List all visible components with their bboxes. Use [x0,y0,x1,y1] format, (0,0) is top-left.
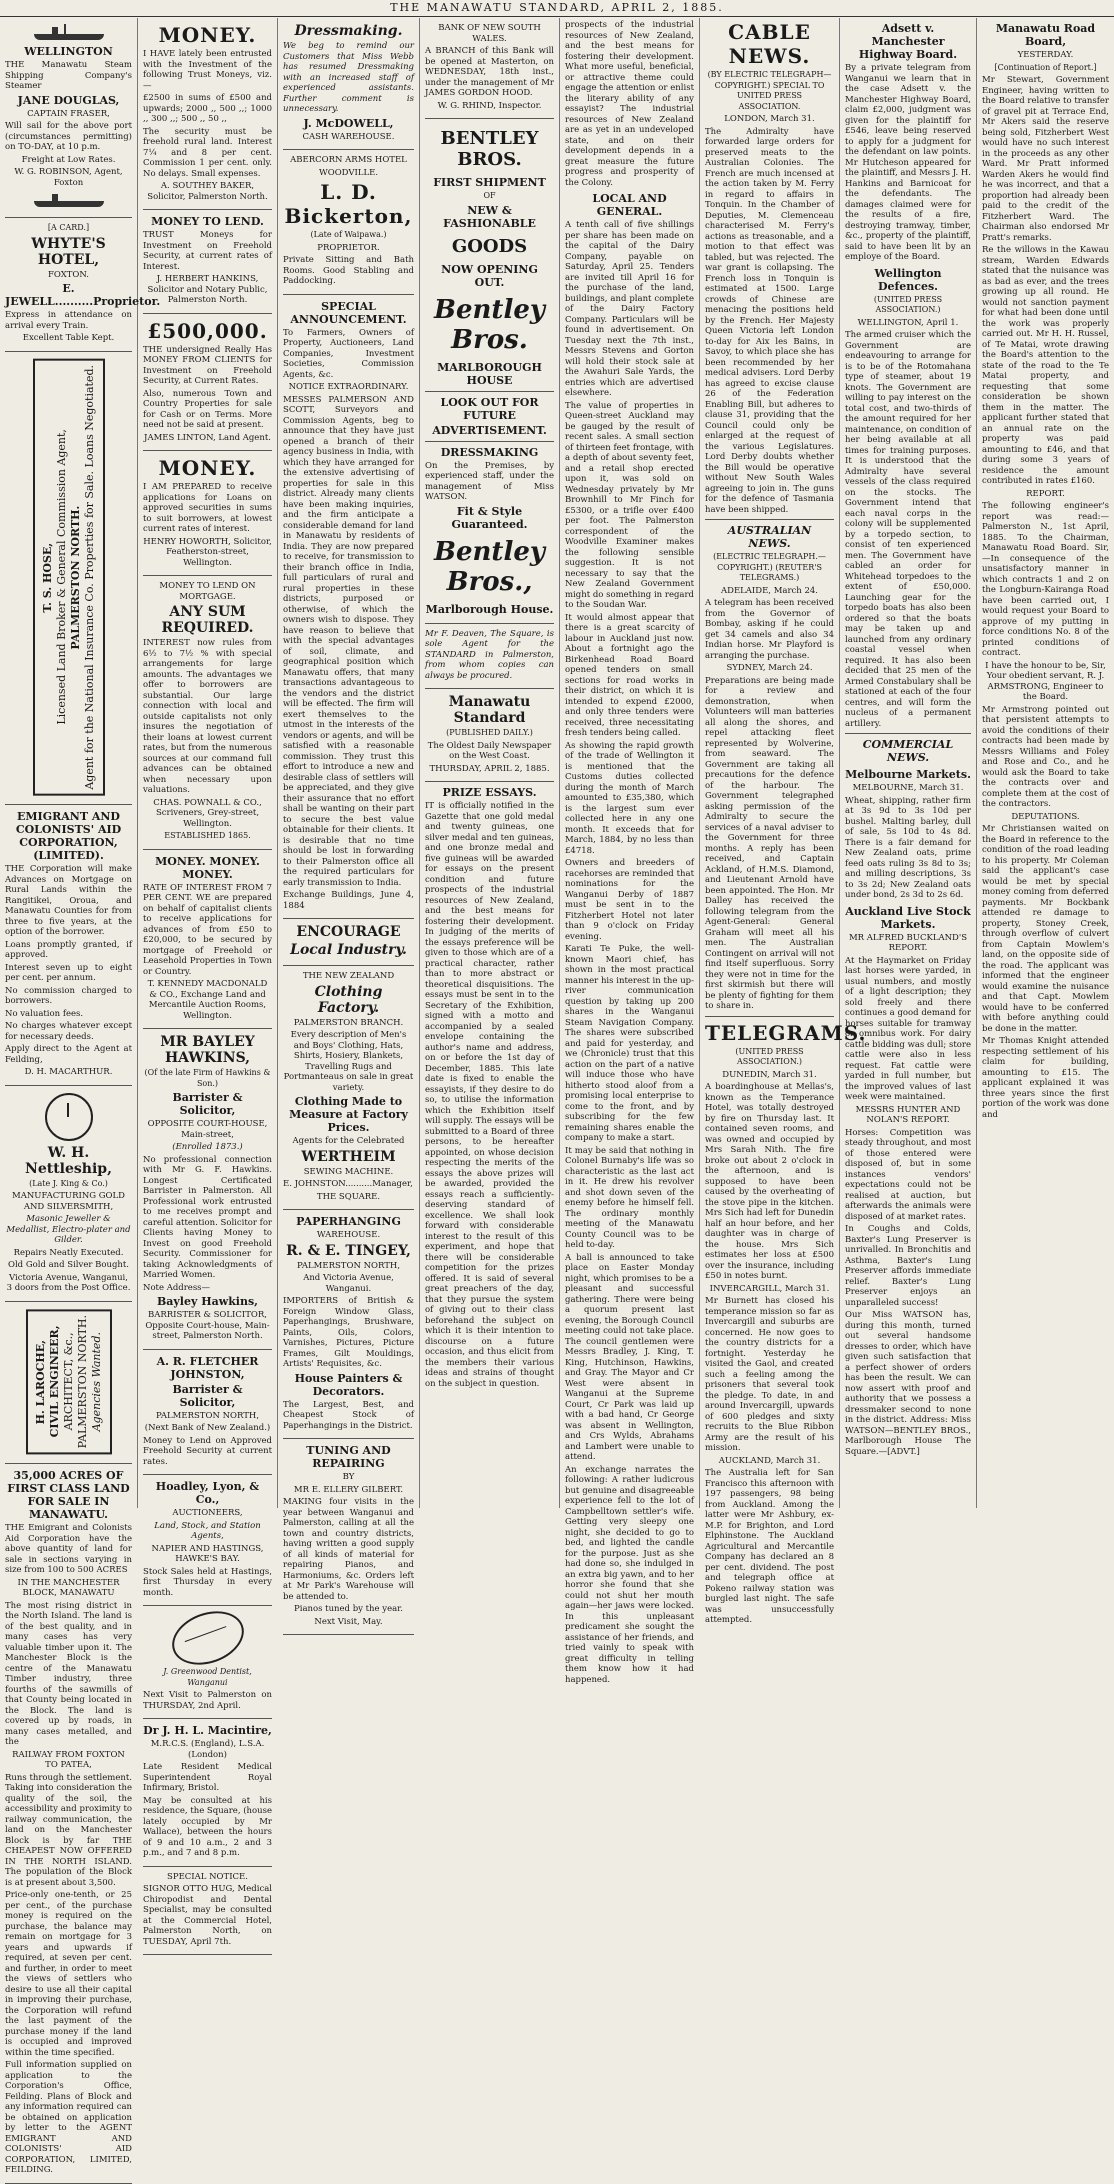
article-heading: COMMERCIAL NEWS. [862,738,954,764]
ad-heading: H. LAROCHE, [33,1339,47,1424]
ad-money-howorth [143,451,272,576]
ad-text: (Enrolled 1873.) [172,1142,243,1152]
dateline: AUCKLAND, March 31. [718,1455,821,1466]
ad-money-baker [143,18,272,210]
issue-date: THURSDAY, APRIL 2, 1885. [429,763,550,774]
dateline: WELLINGTON, April 1. [857,317,959,328]
ad-text: Express in attendance on arrival every Train. [5,310,132,331]
ad-subheading: IN THE MANCHESTER BLOCK, MANAWATU [17,1577,120,1599]
ad-text: May be consulted at his residence, the Square, (house lately occupied by Mr Wallace), between the hours of 9 and 10 a.m., 2 and 3 p.m., and 7 and 8 p.m. [143,1795,273,1858]
ad-text: CAPTAIN FRASER, [27,108,110,119]
ad-text: Pianos tuned by the year. [294,1604,403,1614]
article-text: Mr Armstrong pointed out that persistent attempts to avoid the conditions of their contracts had been made by Messrs Williams and Foley and Rose and Co., and he would ask the Board to take the contracts over and complete them at the cost of the contractors. [982,704,1109,809]
ad-subheading: Marlborough House. [425,602,554,616]
ad-subheading: Barrister & Solicitor, [172,1091,243,1117]
ad-text: SIGNOR OTTO HUG, Medical Chiropodist and Dental Specialist, may be consulted at the Commercial Hotel, Palmerston North, on TUESDAY, April 7th. [143,1884,272,1947]
article-text: It would almost appear that there is a great scarcity of labour in Auckland just now. About a fortnight ago the Birkenhead Road Board opened tenders on small sections for road works in their district, on which it is intended to expend £2000, and only three tenders were received, three necessitating fresh tenders being called. [565,612,694,738]
ad-text: CASH WAREHOUSE. [302,131,395,142]
ad-text: A. SOUTHEY BAKER, Solicitor, Palmerston North. [147,181,268,202]
ad-wellington-steamer [5,18,132,218]
article-text: The Australia left for San Francisco this afternoon with 197 passengers, 98 being from Auckland. Among the latter were Mr Ashbury, ex-M.P. for Brighton, and Lord Elphinstone. The Auckland Agricultural and Mercantile Company has declared an 8 per cent. dividend. The post and telegraph office at Pokeno railway station was burgled last night. The safe was unsuccessfully attempted. [705,1468,834,1625]
ad-subheading: SPECIAL NOTICE. [167,1871,248,1882]
article-text: By a private telegram from Wanganui we learn that in the case Adsett v. the Manchester Highway Board, claim £2,000, judgment was given for the plaintiff for £546, leave being reserved to apply for a judgment for the defendant on law points. Mr Hutcheson appeared for the plaintiff, and Messrs J. H. Hankins and Barnicoat for the defendants. The damages claimed were for the results of a fire, destroying tramway, timber, &c., property of the plaintiff, said to have been lit by an employe of the Board. [845,63,971,262]
agent-note [425,624,554,690]
ad-subheading: DRESSMAKING [440,445,539,459]
ad-text: TRUST Moneys for Investment on Freehold Security, at current rates of Interest. [143,230,272,272]
ad-text: ARCHITECT, &c., [61,1332,75,1431]
ad-special-notice [143,1867,272,1956]
ad-text: And Victoria Avenue, Wanganui. [303,1273,394,1294]
ad-text: Loans promptly granted, if approved. [5,939,132,961]
ad-text: SEWING MACHINE. [303,1166,394,1177]
ad-text: Private Sitting and Bath Rooms. Good Stabling and Paddocking. [283,255,414,286]
ad-text: Agent for the National Insurance Co. Properties for Sale. Loans Negotiated. [82,364,96,790]
ad-fletcher-johnston [143,1350,272,1476]
ad-text: D. H. MACARTHUR. [24,1067,113,1078]
ad-text: Masonic Jeweller & Medallist, Electro-plater and Gilder. [6,1214,131,1246]
ad-heading: 35,000 ACRES OF FIRST CLASS LAND FOR SALE IN MANAWATU. [7,1469,130,1522]
ad-text: PALMERSTON NORTH. [75,1314,89,1449]
article-heading: TELEGRAMS. [705,1020,867,1045]
ad-heading: WELLINGTON [24,45,113,58]
article-subheading: (UNITED PRESS ASSOCIATION.) [735,1046,804,1066]
ad-tingey [283,1210,414,1439]
article-text: A tenth call of five shillings per share has been made on the capital of the Dairy Company, payable on Saturday, April 25. Tenders are invited till April 16 for the purchase of the land, buildings, and plant complete of the Dairy Factory Company. Particulars will be found in advertisement. On Tuesday next the 7th inst., Messrs Stevens and Gorton will hold their stock sale at the Awahuri Sale Yards, the entries which are advertised elsewhere. [565,220,694,398]
ad-subheading: LOOK OUT FOR FUTURE [440,395,539,422]
article-text: A ball is announced to take place on Easter Monday night, which promises to be a pleasant and successful gathering. There were being a quorum present last evening, the Borough Council meeting could not take place. The council gentlemen were Messrs Bradley, J. King, T. King, Hutchinson, Hawkins, and Gray. The Mayor and Cr West were absent in Wanganui at the Supreme Court, Cr Park was laid up with a bad hand, Cr George was absent in Wellington, and Crs Wylds, Abrahams and Lambert were unable to attend. [565,1252,694,1462]
ad-heading: WHYTE'S HOTEL, [31,235,106,268]
ad-heading: MR BAYLEY HAWKINS, [160,1034,255,1066]
ad-text: ESTABLISHED 1865. [164,831,251,840]
article-text: Re the willows in the Kawau stream, Warden Edwards stated that the nuisance was as bad as ever, and the trees growing up all round. He would not sanction payment for what had been done until the work was properly carried out. Mr H. H. Russel, of Te Matai, wrote drawing the Board's attention to the state of the road to the Te Matai property, and requesting that some consideration be shown them in the matter. The applicant further stated that an annual rate on the property was paid amounting to £46, and that during some 3 years of residence the amount contributed in rates £160. [982,245,1109,486]
ad-heading: T. S. HOSE, [40,541,54,612]
ad-text: FOXTON. [47,269,89,280]
column-1 [0,18,161,2176]
article-subheading: DEPUTATIONS. [1011,811,1080,822]
column-8 [977,18,1114,1508]
ad-money-to-lend [143,210,272,314]
ad-text: J. Greenwood Dentist, Wanganui [163,1667,252,1687]
ad-subheading: House Painters & Decorators. [294,1371,403,1398]
ad-text: No commission charged to borrowers. [5,985,132,1007]
ad-text: Licensed Land Broker & General Commission Agent, [54,429,68,725]
article-heading: Manawatu Road Board, [995,22,1096,48]
ad-heading: Dr J. H. L. Macintire, [143,1724,272,1737]
ad-text: AUCTIONEERS, [172,1508,243,1518]
article-subheading: (ELECTRIC TELEGRAPH.—COPYRIGHT.) (REUTER'S TELEGRAMS.) [713,552,826,582]
article-text: A telegram has been received from the Governor of Bombay, asking if he could get 34 camels and also 34 Indian horse. Mr Playford is arranging the purchase. [705,598,834,661]
ad-text: Land, Stock, and Station Agents, [154,1520,261,1541]
ad-text: Agencies Wanted. [89,1331,103,1432]
ad-text: A BRANCH of this Bank will be opened at Masterton, on WEDNESDAY, 18th inst., under the management of Mr JAMES GORDON HOOD. [425,46,554,98]
column-7 [840,18,977,1508]
ad-hoadley-lyon [143,1475,272,1606]
ad-heading: MONEY. [158,23,257,47]
ad-text: MANUFACTURING GOLD AND SILVERSMITH, [12,1191,125,1212]
nameplate-title: Manawatu Standard [448,694,531,726]
ad-text: Stock Sales held at Hastings, first Thursday in every month. [143,1566,272,1598]
ad-text: PROPRIETOR. [317,242,380,253]
ad-500000 [143,314,272,452]
article-heading: Auckland Live Stock Markets. [845,904,971,931]
ad-subheading: Fit & Style Guaranteed. [451,504,528,531]
ad-text: The most rising district in the North Island. The land is of the best quality, and in many cases has very valuable timber upon it. The Manchester Block is the centre of the Manawatu Timber industry, three fourths of the sawmills of that County being located in the Block. The land is covered up by roads, in many cases metalled, and the [5,1600,132,1748]
column-6 [700,18,867,1625]
ad-subheading: Barrister & Solicitor, [172,1382,243,1409]
ad-text: (Next Bank of New Zealand.) [144,1423,271,1433]
paper-nameplate [425,689,554,782]
ad-heading: SPECIAL ANNOUNCEMENT. [290,299,407,326]
ad-text: Note Address— [143,1282,211,1293]
ad-subheading: FIRST SHIPMENT [433,176,546,189]
ad-heading: WERTHEIM [301,1148,396,1165]
ad-heading: MONEY. [158,456,257,480]
ad-text: Repairs Neatly Executed. [13,1247,124,1258]
ad-text: (Late of Waipawa.) [310,230,387,239]
ad-subheading: MONEY TO LEND ON MORTGAGE. [159,581,256,602]
ad-text: (PUBLISHED DAILY.) [446,728,533,737]
ad-heading: ENCOURAGE [296,924,401,940]
article-text: It may be said that nothing in Colonel Burnaby's life was so characteristic as the last act in it. He drew his revolver and shot down seven of the enemy before he himself fell. The ordinary monthly meeting of the Manawatu County Council was to be held to-day. [565,1145,694,1250]
ad-text: W. G. RHIND, Inspector. [437,100,542,111]
article-heading: LOCAL AND GENERAL. [592,192,667,218]
ad-heading: W. H. Nettleship, [25,1144,112,1177]
ad-text: PALMERSTON BRANCH. [293,1017,404,1028]
ad-text: (Late J. King & Co.) [29,1178,108,1188]
ad-text: THE SQUARE. [316,1191,381,1202]
column-4 [420,18,560,1508]
ad-land-for-sale [5,1464,132,2184]
ad-subheading: E. JEWELL..........Proprietor. [5,282,161,308]
ad-text: No charges whatever except for necessary deeds. [5,1021,132,1042]
pocket-watch-icon [45,1093,93,1141]
column-5 [560,18,700,1685]
ad-laroche [5,1302,132,1464]
ad-text: BARRISTER & SOLICITOR, Opposite Court-house, Main-street, Palmerston North. [145,1310,270,1341]
ad-text: [A CARD.] [47,223,90,232]
article-text: Wheat, shipping, rather firm at 3s 9d to 3s 10d per bushel. Malting barley, dull of sale, 5s 10d to 4s 8d. There is a fair demand for New Zealand oats, prime feed oats ruling 3s 8d to 3s; and milling descriptions, 3s to 3s 2d; New Zealand oats under bond, 2s 3d to 2s 6d. [845,795,971,900]
article-text: The armed cruiser which the Government are endeavouring to arrange for is to be of the Rotomahana type of steamer, about 19 knots. The Government are willing to pay interest on the total cost, and two-thirds of the amount required for her maintenance, on condition of her being available at all times for training purposes. It is understood that the Admiralty have several vessels of the class required on the stocks. The Government intend that each naval corps in the colony will be supplemented by a torpedo section, to consist of ten experienced men. The Government have cabled an order for Whitehead torpedoes to the extent of £50,000. Launching gear for the torpedo boats has also been ordered so that the boats may be taken up and launched from any ordinary coastal vessel when required. It has also been decided that 25 men of the Armed Constabulary shall be stationed at each of the four centres, and will form the nucleus of a permanent artillery. [845,330,971,729]
ad-macintire [143,1719,272,1867]
vertical-ad-box [26,1309,112,1454]
vertical-ad-box [33,359,105,796]
steamer-ship-icon [24,24,114,42]
ad-text: £2500 in sums of £500 and upwards; 2000 ,, 500 ,,; 1000 ,, 300 ,,; 500 ,, 50 ,, [143,93,272,124]
ad-text: MAKING four visits in the year between Wanganui and Palmerston, calling at all the town and country districts, having written a good supply of all kinds of material for repairing Pianos, and Harmoniums, &c. Orders left at Mr Park's Warehouse will be attended to. [283,1497,414,1602]
article-heading: AUSTRALIAN NEWS. [727,524,812,550]
ad-text: Interest seven up to eight per cent. per annum. [5,962,132,984]
dateline: YESTERDAY. [1017,50,1074,60]
ad-encourage [283,919,414,966]
article-subheading: (BY ELECTRIC TELEGRAPH—COPYRIGHT.) SPECIAL TO UNITED PRESS ASSOCIATION. [707,70,832,111]
dateline: ADELAIDE, March 24. [720,585,818,596]
ad-text: Apply direct to the Agent at Feilding, [5,1044,132,1065]
ad-text: Every description of Men's and Boys' Clothing, Hats, Shirts, Hosiery, Blankets, Travelling Rugs and Portmanteaus on sale in great variety. [283,1030,414,1093]
ad-bank-nsw [425,18,554,119]
ad-subheading: BANK OF NEW SOUTH WALES. [438,23,541,44]
ad-subheading: NOTICE EXTRAORDINARY. [288,382,409,392]
ad-whytes-hotel [5,218,161,352]
ad-heading: Hoadley, Lyon, & Co., [155,1480,260,1506]
article-heading: CABLE NEWS. [728,20,811,68]
ad-dressmaking [283,18,414,150]
article-text: A boardinghouse at Mellas's, known as the Temperance Hotel, was totally destroyed by fire on Thursday last. It contained seven rooms, and was owned and occupied by Mrs Sarah Nith. The fire broke out about 2 o'clock in the afternoon, and is supposed to have been caused by the overheating of the stove pipe in the kitchen. Mrs Sich had left for Dunedin half an hour before, and her daughter was in charge of the house. Mrs Sich estimates her loss at £500 over the insurance, including £50 in notes burnt. [705,1082,834,1281]
dentist-stamp-icon [164,1602,251,1674]
ad-emigrant-corporation [5,805,132,1086]
article-heading: PRIZE ESSAYS. [442,786,537,799]
ad-text: Price-only one-tenth, or 25 per cent., of the purchase money is required on the purchase, the balance may remain on mortgage for 3 years and upwards if required, at seven per cent. and further, in order to meet the views of settlers who desire to use all their capital in improving their purchase, the Corporation will refund the last payment of the purchase money if the land is occupied and improved within the time specified. [5,1890,132,2058]
ad-text: CHAS. POWNALL & CO., Scriveners, Grey-street, Wellington. [153,797,262,829]
ad-text: Victoria Avenue, Wanganui, 3 doors from the Post Office. [6,1272,131,1294]
ad-text: PALMERSTON NORTH, [155,1410,260,1421]
ad-heading: Bentley Bros. [434,294,545,355]
article-text: prospects of the industrial resources of New Zealand, and the best means for fostering their development. What more useful, beneficial, or attractive theme could engage the attention or enlist the literary ability of any essayist? The industrial resources of New Zealand are as yet in an undeveloped state, and on their development depends in a great measure the future progress and prosperity of the Colony. [565,20,694,188]
dateline: LONDON, March 31. [724,114,815,124]
article-prize-essays [425,786,554,1389]
ad-text: W. G. ROBINSON, Agent, Foxton [14,167,123,188]
ad-text: MESSES PALMERSON AND SCOTT, Surveyors and Commission Agents, beg to announce that they have just opened a branch of their agency business in India, with which they have arranged for the extensive advertising of properties for sale in this district. Already many clients have been making inquiries, and the firm anticipate a considerable demand for land in Manawatu by residents of India. They are now prepared to receive, for transmission to their branch office in India, full particulars of rural and rural properties in these districts, purposed or otherwise, of which the owners wish to dispose. They have reason to believe that with the special advantages of soil, climate, and geographical position which Manawatu offers, that many transactions advantageous to the vendors and the district will be effected. The firm will exert themselves to the utmost in the interests of the vendors or agents, and will be satisfied with a reasonable commission. They trust this effort to introduce a new and desirable class of settlers will be appreciated, and they give their assurance that no effort shall be wanting on their part to secure the best value obtainable for their clients. It is desirable that no time should be lost in forwarding to their Palmerston office all the required particulars for early transmission to India. [283,394,414,888]
dateline: MELBOURNE, March 31. [852,783,964,793]
ad-text: We beg to remind our Customers that Miss Webb has resumed Dressmaking with an increased staff of experienced assistants. Further comment is unnecessary. [283,41,414,114]
article-text: Mr Burnett has closed his temperance mission so far as Invercargill and suburbs are concerned. He now goes to the country districts for a fortnight. Yesterday he visited the Gaol, and created such a feeling among the prisoners that several took the pledge. To date, in and around Invercargill, upwards of 600 pledges and sixty recruits to the Blue Ribbon Army are the result of his mission. [705,1296,834,1453]
ad-text: PALMERSTON NORTH. [68,504,82,649]
ad-subheading: JANE DOUGLAS, [17,93,120,107]
ad-text: Next Visit, May. [314,1616,383,1627]
ad-text: No valuation fees. [5,1008,84,1019]
ad-any-sum [143,576,272,850]
ad-text: WOODVILLE. [318,167,379,178]
ad-heading: BENTLEY BROS. [440,128,539,170]
ad-text: I HAVE lately been entrusted with the Investment of the following Trust Moneys, viz.— [143,49,272,91]
ad-text: T. KENNEDY MACDONALD & CO., Exchange Land and Mercantile Auction Rooms, Wellington. [147,979,268,1021]
ad-text: BY [342,1472,355,1482]
ad-piano-tuning [283,1439,414,1635]
ad-text: Also, numerous Town and Country Properties for sale for Cash or on Terms. More need not be said at present. [143,388,272,430]
ad-text: To Farmers, Owners of Property, Auctioneers, Land Companies, Investment Societies, Commission Agents, &c. [283,327,414,380]
ad-text: Money to Lend on Approved Freehold Security at current rates. [143,1435,272,1467]
dateline: SYDNEY, March 24. [726,663,813,673]
column-3 [278,18,420,1627]
article-text: In Coughs and Colds, Baxter's Lung Preserver is unrivalled. In Bronchitis and Asthma, Baxter's Lung Preserver affords immediate relief. Baxter's Lung Preserver enjoys an unparalleled success! [845,1224,971,1308]
article-text: IT is officially notified in the Gazette that one gold medal and twenty guineas, one silver medal and ten guineas, and one bronze medal and five guineas will be awarded for essays on the present condition and future prospects of the industrial resources of New Zealand, and the best means for fostering their development. In judging of the merits of the essays preference will be given to those which are of a practical character, rather than to more abstract or theoretical disquisitions. The essays must be sent in to the Secretary of the Exhibition, signed with a motto and accompanied by a sealed envelope containing the author's name and address, on or before the 1st day of December, 1885. This late date is fixed to enable the essayists, if they desire to do so, to utilise the information which the Exhibition itself will supply. The essays will be submitted to a Board of three persons, to be hereafter appointed, on whose decision respecting the merits of the essays the above prizes will be awarded, provided the essays reach a sufficiently-deserving standard of excellence. We shall look forward with considerable interest to the result of this experiment, and hope that there will be considerable competition for the prizes offered. It is said of several great preachers of the day, that they pursue the system of giving out to their class beforehand the subject on which it is their intention to discourse on a future occasion, and thus elicit from the members their various ideas and strains of thought on the subject in question. [425,801,554,1389]
ad-bayley-hawkins [143,1029,272,1350]
ad-heading: GOODS [451,235,528,257]
article-text: The value of properties in Queen-street Auckland may be gauged by the result of recent sales. A small section of thirteen feet frontage, with a depth of about seventy feet, and a retail shop erected upon it, was sold on Wednesday privately by Mr Brownhill to Mr Finch for £5300, or a trifle over £400 per foot. The Palmerston correspondent of the Woodville Examiner makes the following sensible suggestion. It is not necessary to say that the New Zealand Government might do something in regard to the Soudan War. [565,400,694,610]
ad-text: No professional connection with Mr G. F. Hawkins. Longest Certificated Barrister in Palmerston. All Professional work entrusted to me receives prompt and careful attention. Solicitor for Clients having Money to Invest on good Freehold Security. Commissioner for taking Acknowledgments of Married Women. [143,1154,272,1280]
column-2 [138,18,278,1947]
ad-text: Exchange Buildings, June 4, 1884 [283,890,414,911]
ad-subheading: NOW OPENING OUT. [441,262,538,289]
ad-heading: R. & E. TINGEY, [286,1242,411,1259]
ad-text: Late Resident Medical Superintendent Royal Infirmary, Bristol. [143,1762,272,1793]
ad-text: The Largest, Best, and Cheapest Stock of Paperhangings in the District. [283,1399,414,1431]
ad-text: THE Emigrant and Colonists Aid Corporation have the above quantity of land for sale in sections varying in size from 100 to 500 ACRES [5,1523,132,1576]
article-heading: Adsett v. Manchester Highway Board. [858,22,958,61]
article-text: Mr Stewart, Government Engineer, having written to the Board relative to transfer of gravel pit at Terrace End, Mr Akers said the reserve being sold, Fitzherbert West would have no such interest in the proceeds as any other Ward. Mr Pratt informed Warden Akers he would find he was incorrect, and that a proportion had already been paid to the credit of the Fitzherbert Ward. The Chairman also endorsed Mr Pratt's remarks. [982,75,1109,243]
ad-heading: ANY SUM REQUIRED. [161,604,254,636]
article-text: Mr Thomas Knight attended respecting settlement of his claim for building, amounting to £15. The applicant explained it was three years since the first portion of the work was done and [982,1036,1109,1120]
article-text: As showing the rapid growth of the trade of Wellington it is mentioned that the Customs duties collected during the month of March amounted to £35,380, which is the largest sum ever collected here in any one month. It exceeds that for March, 1884, by no less than £4718. [565,740,694,856]
ad-text: The Oldest Daily Newspaper on the West Coast. [427,740,552,761]
article-subheading: (UNITED PRESS ASSOCIATION.) [873,294,943,314]
ad-text: JAMES LINTON, Land Agent. [144,432,271,443]
ad-text: Excellent Table Kept. [22,333,115,343]
ad-special-announcement [283,295,414,920]
ad-subheading: THE NEW ZEALAND [302,971,395,981]
ad-text: (Of the late Firm of Hawkins & Son.) [144,1068,271,1088]
article-text: The following engineer's report was read:— Palmerston N., 1st April, 1885. To the Chairman, Manawatu Road Board. Sir,—In consequence of the unsatisfactory manner in which contracts 1 and 2 on the Longburn-Kairanga Road have been carried out, I would request your Board to approve of my putting in force conditions No. 8 of the printed conditions of contract. [982,501,1109,658]
ad-text: THE Corporation will make Advances on Mortgage on Rural Lands within the Rangitikei, Oroua, and Manawatu Counties for from three to five years, at the option of the borrower. [5,864,132,938]
article-subheading: [Continuation of Report.] [994,62,1097,72]
ad-text: The security must be freehold rural land. Interest 7¼ and 8 per cent. Commission 1 per cent. only. No delays. Small expenses. [143,126,272,179]
ad-text: OPPOSITE COURT-HOUSE, Main-street, [147,1119,268,1140]
ad-subheading: J. McDOWELL, [303,116,394,130]
ad-money-money [143,850,272,1030]
dateline: INVERCARGILL, March 31. [709,1283,830,1294]
ad-text: THE undersigned Really Has MONEY FROM CLIENTS for Investment on Freehold Security, at Current Rates. [143,344,272,386]
ad-hose-land-broker [5,352,132,806]
ad-text: IMPORTERS of British & Foreign Window Glass, Paperhangings, Brushware, Paints, Oils, Colors, Varnishes, Pictures, Picture Frames, Gilt Mouldings, Artists' Requisites, &c. [283,1296,414,1369]
ad-greenwood-dentist [143,1606,272,1719]
ad-text: NAPIER AND HASTINGS, HAWKE'S BAY. [151,1543,264,1564]
masthead-title: THE MANAWATU STANDARD, APRIL 2, 1885. [390,1,724,14]
ad-heading: MONEY. MONEY. MONEY. [155,854,260,881]
ad-text: I AM PREPARED to receive applications for Loans on approved securities in sums to suit borrowers, at lowest current rates of interest. [143,482,272,534]
article-subheading: MESSRS HUNTER AND NOLAN'S REPORT. [855,1104,961,1125]
ad-heading: EMIGRANT AND COLONISTS' AID CORPORATION, (LIMITED). [15,810,122,863]
article-text: At the Haymarket on Friday last horses were yarded, in usual numbers, and mostly of a light description; they sold freely and there continues a good demand for horses suitable for tramway or omnibus work. For dairy cattle bidding was dull; store cattle were also in less request. Fat cattle were yarded in full number, but the improved values of last week were maintained. [845,955,971,1102]
ad-text: E. JOHNSTON..........Manager, [283,1179,413,1189]
ad-text: On the Premises, by experienced staff, under the management of Miss WATSON. [425,460,554,502]
ad-text: Runs through the settlement. Taking into consideration the quality of the soil, the accessibility and proximity to railway communication, the land on the Manchester Block is by far THE CHEAPEST NOW OFFERED IN THE NORTH ISLAND. The population of the Block is at present about 3,500. [5,1772,132,1888]
ad-text: Next Visit to Palmerston on THURSDAY, 2nd April. [143,1690,272,1711]
ad-nettleship [5,1086,132,1302]
ad-text: Will sail for the above port (circumstances permitting) on TO-DAY, at 10 p.m. [5,121,132,152]
ad-text: RATE OF INTEREST FROM 7 PER CENT. WE are prepared on behalf of capitalist clients to receive applications for advances of from £50 to £20,000, to be secured by mortgage of Freehold or Leasehold Properties in Town or Country. [143,882,272,977]
ad-heading: A. R. FLETCHER JOHNSTON, [156,1354,259,1381]
ad-text: Agents for the Celebrated [292,1136,405,1146]
article-text: Owners and breeders of racehorses are reminded that nominations for the Wanganui Derby of 1887 must be sent in to the Fitzherbert Hotel not later than 9 o'clock on Friday evening. [565,858,694,942]
ad-clothing-factory [283,966,414,1210]
ad-heading: Local Industry. [290,942,407,958]
ad-heading: PAPERHANGING [296,1215,401,1228]
masthead [0,0,1114,17]
article-subheading: REPORT. [1026,488,1065,499]
ad-subheading: MARLBOROUGH HOUSE [437,360,542,387]
ad-text: INTEREST now rules from 6½ to 7½ % with special arrangements for large amounts. The advantages we offer to borrowers are substantial. Our large connection with local and outside capitalists not only insures the negotiation of their loans at lowest current rates, but from the numerous sources at our command full advances can be obtained when necessary upon valuations. [143,638,272,795]
article-text: The Admiralty have forwarded large orders for preserved meats to the Australian Colonies. The French are much incensed at the action taken by M. Ferry in regard to affairs in Tonquin. In the Chamber of Deputies, M. Clemenceau characterised M. Ferry's actions as treasonable, and a motion to that effect was tabled, but was rejected. The war grant is collapsing. The French loss in Tonquin is estimated at 1500. Large crowds of Chinese are menacing the positions held by the French. Her Majesty Queen Victoria left London to-day for Aix les Bains, in Savoy, to which place she has been recommended by her medical advisers. Lord Derby has agreed to excise clause 26 of the Federation Enabling Bill, but adheres to clause 31, providing that the Council could only be enlarged at the request of the various Legislatures. Lord Derby doubts whether the Bill would be operative without New South Wales agreeing to join in. The guns for the defence of Tasmania have been shipped. [705,126,834,515]
ad-text: WAREHOUSE. [316,1230,381,1240]
ad-text: Old Gold and Silver Bought. [7,1260,129,1271]
ad-abercorn-hotel [283,150,414,295]
article-text: Our Miss WATSON has, during this month, turned out several handsome dresses to order, which have given such satisfaction that a perfect shower of orders has been the result. We can now assert with proof and authority that we possess a dressmaker second to none in the district. Address: Miss WATSON—BENTLEY BROS., Marlborough House The Square.—[ADVT.] [845,1310,971,1457]
ad-subheading: ADVERTISEMENT. [432,423,547,437]
ad-subheading: NEW & FASHIONABLE [443,203,536,230]
dateline: DUNEDIN, March 31. [722,1069,817,1080]
ad-text: Freight at Low Rates. [21,154,116,165]
ad-text: HENRY HOWORTH, Solicitor, Featherston-street, Wellington. [143,536,272,568]
ad-heading: £500,000. [147,318,268,343]
ad-heading: L. D. Bickerton, [284,180,413,228]
article-heading: Melbourne Markets. [845,768,971,781]
ad-text: THE Manawatu Steam Shipping Company's Steamer [5,60,132,91]
ad-text: PALMERSTON NORTH, [296,1260,401,1271]
article-text: Preparations are being made for a review and demonstration, when Volunteers will man batteries all along the shores, and repel attacking fleet represented by Wolverine, from seaward. The Government are taking all precautions for the defence of the harbour. The Government telegraphed asking permission of the Admiralty to secure the services of a naval adviser to the Government for three months. A reply has been received, and Captain Ackland, of H.M.S. Diamond, and Lieutenant Arnold have been appointed. The Hon. Mr Dalley has received the following telegram from the Agent-General: General Graham will meet all his men. The Australian Contingent on arrival will not find itself superfluous. Sorry they were not in time for the first skirmish but there will be plenty of fighting for them to share in. [705,675,834,1011]
ad-text: CIVIL ENGINEER, [47,1325,61,1438]
article-heading: Wellington Defences. [874,266,942,293]
ad-heading: Bentley Bros., [434,536,545,597]
article-text: I have the honour to be, Sir, Your obedient servant, R. J. ARMSTRONG, Engineer to the Board. [985,660,1106,702]
article-text: Karati Te Puke, the well-known Maori chief, has shown in the most practical manner his interest in the up-river communication question by taking up 200 shares in the Wanganui Steam Navigation Company. The shares were subscribed and paid for yesterday, and we (Chronicle) trust that this action on the part of a native will induce those who have hitherto stood aloof from a promising local enterprise to come to the front, and by subscribing for the few remaining shares enable the company to make a start. [565,944,694,1143]
ad-heading: Dressmaking. [294,23,403,39]
ad-text: Full information supplied on application to the Corporation's Office, Feilding. Plans of Block and any information required can be obtained on application by letter to the AGENT EMIGRANT AND COLONISTS' AID CORPORATION, LIMITED, FEILDING. [5,2060,132,2176]
ad-text: M.R.C.S. (England), L.S.A. (London) [150,1739,265,1760]
ad-subheading: RAILWAY FROM FOXTON TO PATEA, [12,1749,125,1771]
ad-text: Mr F. Deaven, The Square, is sole Agent for the STANDARD in Palmerston, from whom copies can always be procured. [425,628,554,681]
ad-subheading: Clothing Made to Measure at Factory Prices. [289,1095,408,1134]
article-text: An exchange narrates the following: A rather ludicrous but genuine and disagreeable experience fell to the lot of Campbelltown settler's wife. Getting very sleepy one night, she decided to go to bed, and lighted the candle for the purpose. Just as she had done so, she indulged in an extra big yawn, and to her horror she found that she could not shut her mouth again—her jaws were locked. In this unpleasant predicament she sought the assistance of her friends, and tried vainly to speak with great difficulty in telling them know how it had happened. [565,1464,694,1685]
ad-text: OF [483,191,496,200]
ad-heading: MONEY TO LEND. [151,215,264,228]
ad-subheading: Bayley Hawkins, [156,1295,259,1308]
ad-subheading: ABERCORN ARMS HOTEL [290,155,407,165]
article-text: Horses: Competition was steady throughout, and most of those entered were disposed of, but in some instances vendors' expectations could not be realised at auction, but afterwards the animals were disposed of at market rates. [845,1127,971,1222]
article-text: Mr Christiansen waited on the Board in reference to the condition of the road leading to his property. Mr Coleman said the applicant's case would be met by special money coming from deferred payments. Mr Bockbank attended re damage to property, Stoney Creek, through overflow of culvert from Captain Mowlem's land, on the opposite side of the road. The applicant was informed that the engineer would examine the nuisance and that Capt. Mowlem would have to be conferred with before anything could be done in the matter. [982,824,1109,1034]
ad-subheading: MR E. ELLERY GILBERT. [293,1484,404,1495]
ad-heading: Clothing Factory. [314,983,383,1016]
steamer-ship-icon [24,191,114,209]
ad-heading: TUNING AND REPAIRING [306,1444,391,1470]
ad-text: J. HERBERT HANKINS, Solicitor and Notary Public, Palmerston North. [147,274,268,305]
article-subheading: MR ALFRED BUCKLAND'S REPORT. [848,932,968,953]
ad-bentley-bros [425,119,554,624]
